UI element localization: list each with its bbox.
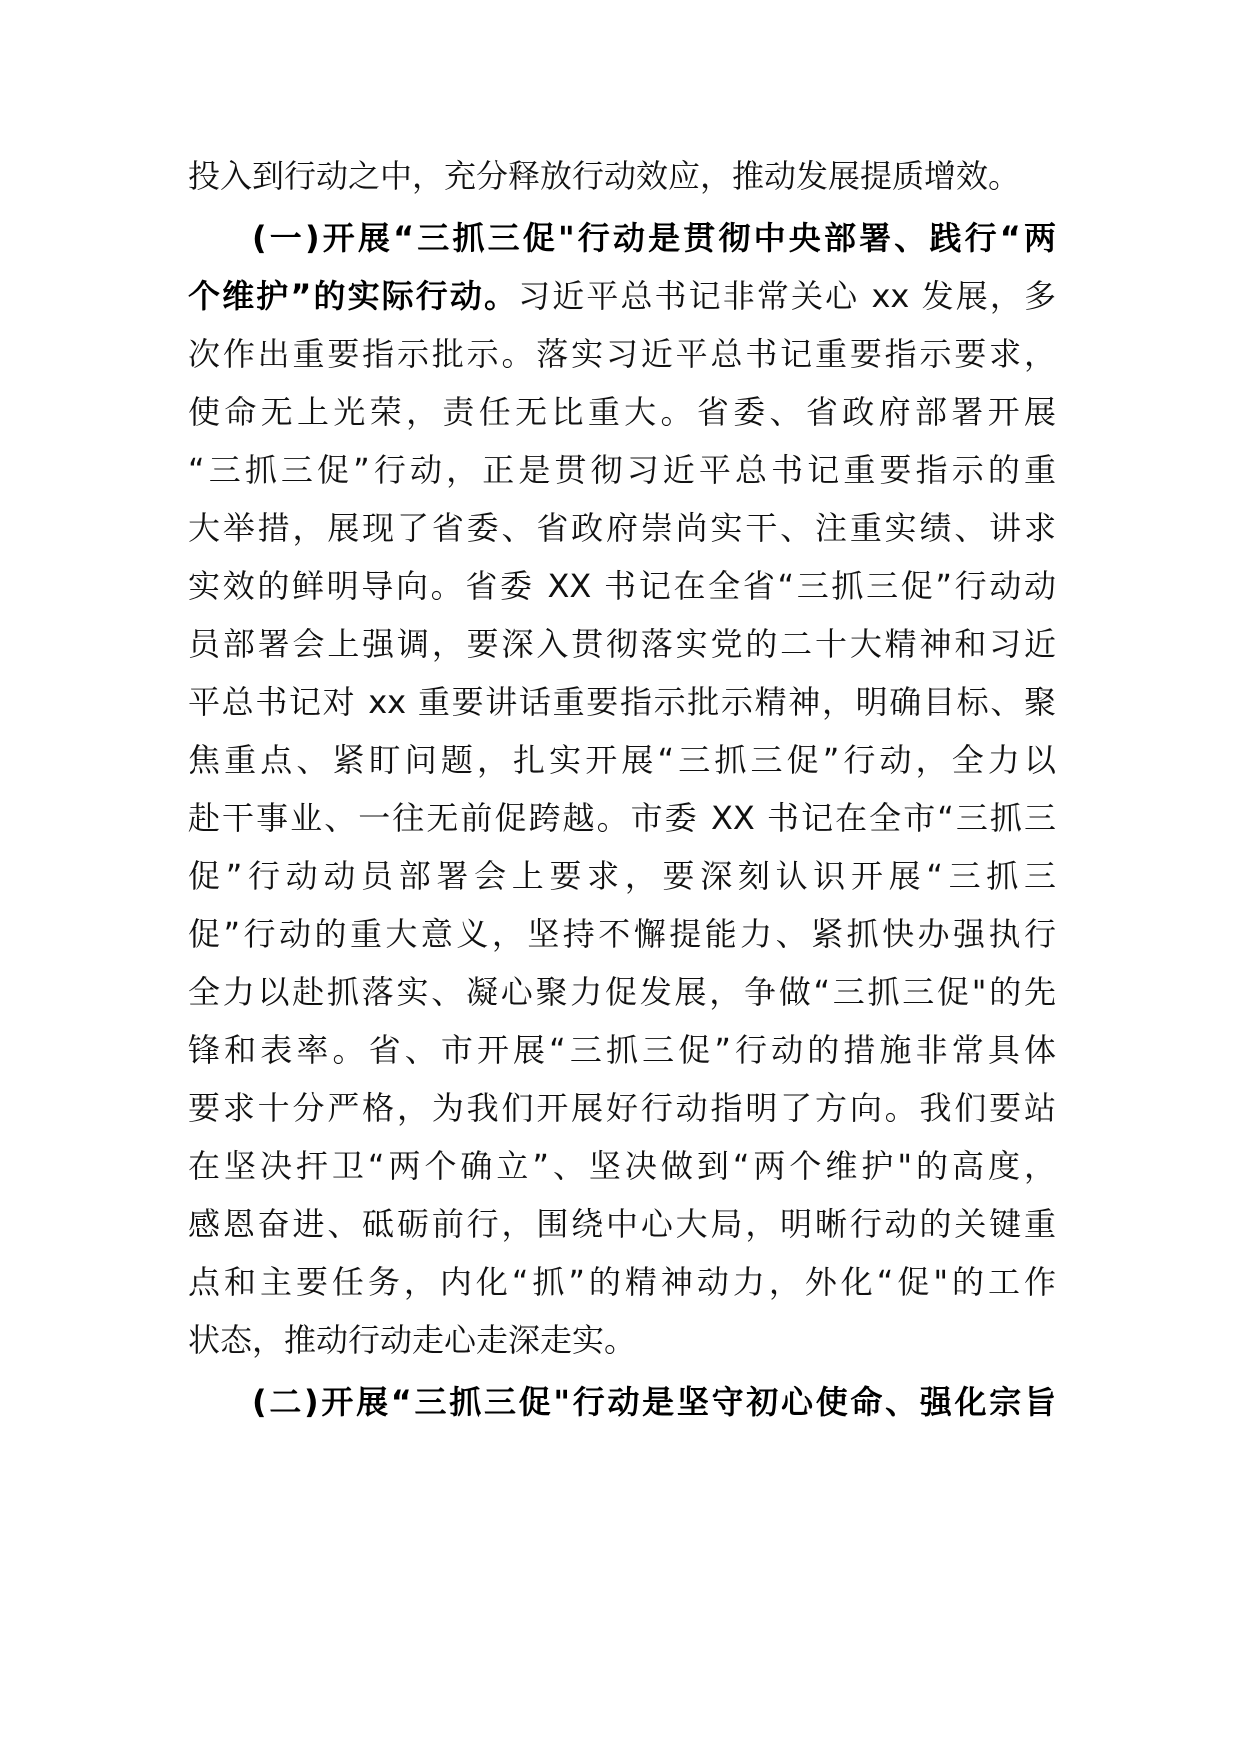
text-line-10 bbox=[188, 670, 1056, 734]
text-line-17 bbox=[188, 1076, 1056, 1140]
text-segment: 使命无上光荣，责任无比重大。省委、省政府部署开展 bbox=[188, 393, 1056, 431]
text-segment: 焦重点、紧盯问题，扎实开展“三抓三促”行动，全力以 bbox=[188, 741, 1056, 779]
text-line-8 bbox=[188, 554, 1056, 618]
text-segment: 习近平总书记非常关心 xx 发展，多 bbox=[518, 277, 1056, 315]
text-segment: 平总书记对 xx 重要讲话重要指示批示精神，明确目标、聚 bbox=[188, 683, 1056, 721]
text-line-19 bbox=[188, 1192, 1056, 1256]
text-line-16 bbox=[188, 1018, 1056, 1082]
text-segment: “三抓三促”行动，正是贯彻习近平总书记重要指示的重 bbox=[188, 451, 1056, 489]
text-segment: 要求十分严格，为我们开展好行动指明了方向。我们要站 bbox=[188, 1089, 1056, 1127]
text-line-13 bbox=[188, 844, 1056, 908]
text-line-21 bbox=[188, 1308, 1056, 1372]
text-segment: 全力以赴抓落实、凝心聚力促发展，争做“三抓三促"的先 bbox=[188, 973, 1056, 1011]
text-segment: 锋和表率。省、市开展“三抓三促”行动的措施非常具体 bbox=[188, 1031, 1056, 1069]
text-segment: 在坚决扞卫“两个确立”、坚决做到“两个维护"的高度， bbox=[188, 1147, 1056, 1185]
section-heading-1 bbox=[252, 206, 1056, 270]
text-line-9 bbox=[188, 612, 1056, 676]
heading-text: 个维护”的实际行动。 bbox=[188, 277, 519, 315]
section-heading-2 bbox=[252, 1370, 1056, 1434]
text-segment: 投入到行动之中，充分释放行动效应，推动发展提质增效。 bbox=[188, 157, 1021, 195]
text-segment: 促”行动的重大意义，坚持不懈提能力、紧抓快办强执行 bbox=[188, 915, 1056, 953]
heading-text: (二)开展“三抓三促"行动是坚守初心使命、强化宗旨 bbox=[252, 1383, 1056, 1421]
text-line-5 bbox=[188, 380, 1056, 444]
text-line-20 bbox=[188, 1250, 1056, 1314]
text-segment: 实效的鲜明导向。省委 XX 书记在全省“三抓三促”行动动 bbox=[188, 567, 1056, 605]
text-segment: 次作出重要指示批示。落实习近平总书记重要指示要求， bbox=[188, 335, 1056, 373]
text-line-12 bbox=[188, 786, 1056, 850]
text-segment: 点和主要任务，内化“抓”的精神动力，外化“促"的工作 bbox=[188, 1263, 1056, 1301]
text-segment: 促”行动动员部署会上要求，要深刻认识开展“三抓三 bbox=[188, 857, 1056, 895]
text-segment: 赴干事业、一往无前促跨越。市委 XX 书记在全市“三抓三 bbox=[188, 799, 1056, 837]
text-segment: 大举措，展现了省委、省政府崇尚实干、注重实绩、讲求 bbox=[188, 509, 1056, 547]
heading-text: (一)开展“三抓三促"行动是贯彻中央部署、践行“两 bbox=[252, 219, 1056, 257]
text-segment: 感恩奋进、砥砺前行，围绕中心大局，明晰行动的关键重 bbox=[188, 1205, 1056, 1243]
text-line-15 bbox=[188, 960, 1056, 1024]
text-line-3 bbox=[188, 264, 1056, 328]
text-line-11 bbox=[188, 728, 1056, 792]
text-line-14 bbox=[188, 902, 1056, 966]
text-line-7 bbox=[188, 496, 1056, 560]
text-segment: 状态，推动行动走心走深走实。 bbox=[188, 1321, 637, 1359]
text-line-4 bbox=[188, 322, 1056, 386]
text-segment: 员部署会上强调，要深入贯彻落实党的二十大精神和习近 bbox=[188, 625, 1056, 663]
text-line-18 bbox=[188, 1134, 1056, 1198]
text-line-6 bbox=[188, 438, 1056, 502]
text-line-1 bbox=[188, 144, 1056, 208]
